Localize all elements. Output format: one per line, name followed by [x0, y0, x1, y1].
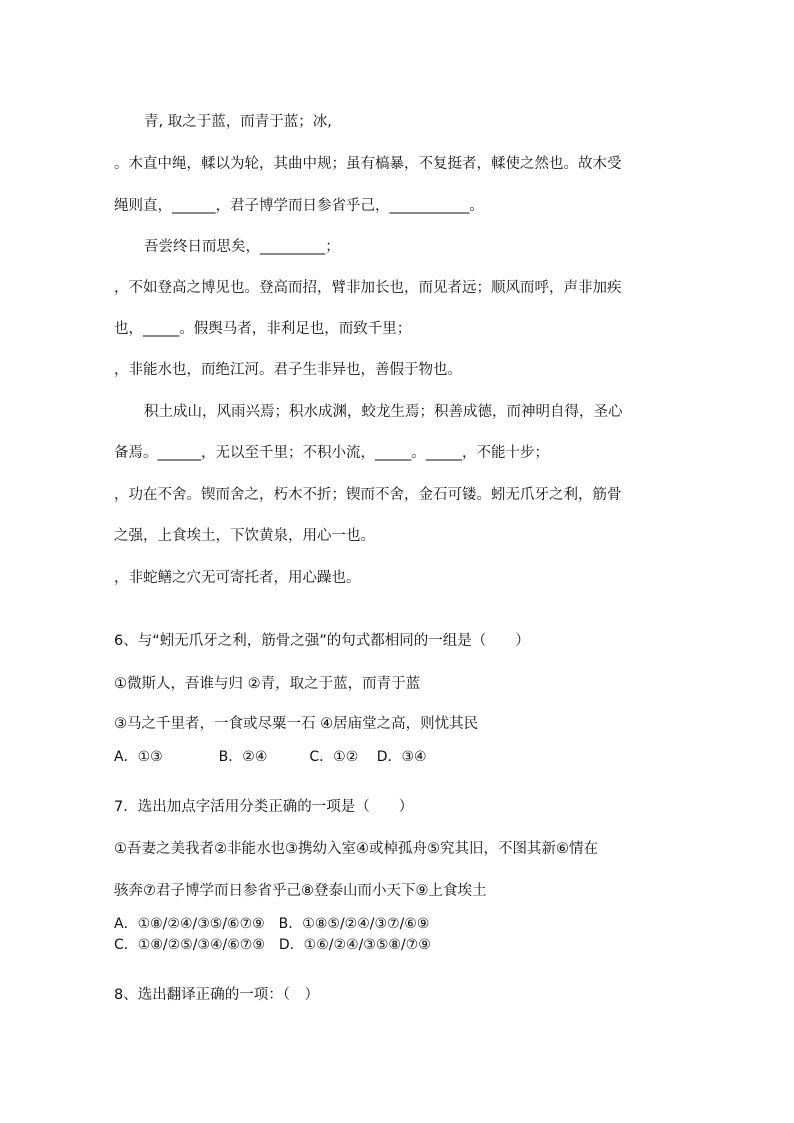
q7-options-ab: A．①⑧/②④/③⑤/⑥⑦⑨ B．①⑧⑤/②④/③⑦/⑥⑨: [114, 916, 430, 932]
passage-line-6: 也，_____。假舆马者，非利足也，而致千里；: [114, 321, 412, 337]
q8-stem: 8、选出翻译正确的一项：（ ）: [114, 987, 319, 1003]
passage-line-4: 吾尝终日而思矣，_________；: [144, 239, 340, 255]
passage-line-5: ，不如登高之博见也。登高而招，臂非加长也，而见者远；顺风而呼，声非加疾: [114, 280, 622, 296]
q7-stem: 7．选出加点字活用分类正确的一项是（ ）: [114, 799, 414, 815]
q6-stem: 6、与“蚓无爪牙之利，筋骨之强”的句式都相同的一组是（ ）: [114, 633, 530, 649]
q6-options: A．①③ B．②④ C．①② D．③④: [114, 749, 427, 765]
q7-line-1: ①吾妻之美我者②非能水也③携幼入室④或棹孤舟⑤究其旧，不图其新⑥情在: [114, 841, 598, 857]
q6-line-1: ①微斯人，吾谁与归 ②青，取之于蓝，而青于蓝: [114, 676, 421, 692]
passage-line-3: 绳则直，______，君子博学而日参省乎己，___________。: [114, 198, 484, 214]
passage-line-10: ，功在不舍。锲而舍之，朽木不折；锲而不舍，金石可镂。蚓无爪牙之利，筋骨: [114, 487, 622, 503]
q7-options-cd: C．①⑧/②⑤/③④/⑥⑦⑨ D．①⑥/②④/③⑤⑧/⑦⑨: [114, 937, 431, 953]
passage-line-7: ，非能水也，而绝江河。君子生非异也，善假于物也。: [114, 362, 462, 378]
passage-line-8: 积土成山，风雨兴焉；积水成渊，蛟龙生焉；积善成德，而神明自得，圣心: [144, 404, 623, 420]
passage-line-9: 备焉。______，无以至千里；不积小流，_____。_____，不能十步；: [114, 445, 549, 461]
passage-line-2: 。木直中绳，輮以为轮，其曲中规；虽有槁暴，不复挺者，輮使之然也。故木受: [114, 156, 622, 172]
passage-line-11: 之强，上食埃土，下饮黄泉，用心一也。: [114, 528, 375, 544]
q6-line-2: ③马之千里者，一食或尽粟一石 ④居庙堂之高，则忧其民: [114, 716, 479, 732]
passage-line-1: 青, 取之于蓝，而青于蓝；冰,: [144, 114, 332, 130]
q7-line-2: 骇奔⑦君子博学而日参省乎己⑧登泰山而小天下⑨上食埃土: [114, 883, 487, 899]
passage-line-12: ，非蛇鳝之穴无可寄托者，用心躁也。: [114, 570, 361, 586]
